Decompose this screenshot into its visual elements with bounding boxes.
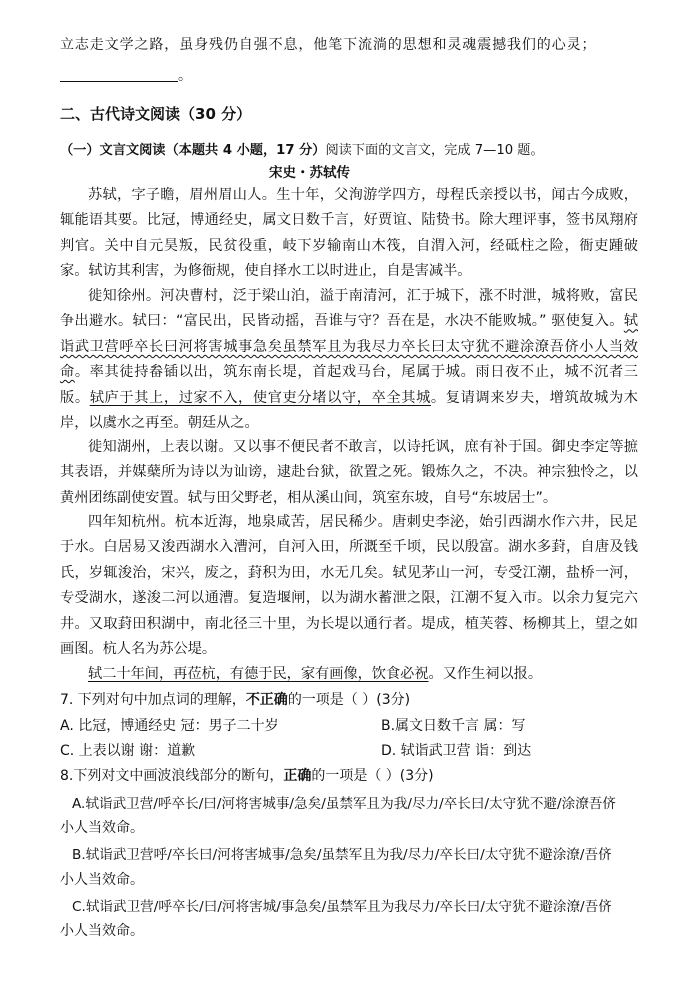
- passage-paragraph-3: 徙知湖州，上表以谢。又以事不便民者不敢言，以诗托讽，庶有补于国。御史李定等摭其表语，并媒蘖所为诗以为讪谤，逮赴台狱，欲置之死。锻炼久之，不决。神宗独怜之，以黄州团练副使安置。轼与田父野老，相从溪山间，筑室东坡，自号“东坡居士”。: [60, 439, 638, 506]
- q7-stem-bold: 不正确: [245, 692, 288, 708]
- q8-stem-tail: 的一项是（ ）(3分): [311, 768, 434, 784]
- q7-stem-tail: 的一项是（ ）(3分): [287, 692, 411, 708]
- p2-wavy-underline: 轼诣武卫营呼卒长曰河将害城事急矣虽禁军且为我尽力卒长曰太守犹不避涂潦吾侪小人当效命: [60, 313, 638, 381]
- q8-option-a-line1[interactable]: A.轼诣武卫营/呼卒长/曰/河将害城事/急矣/虽禁军且为我/尽力/卒长曰/太守犹不避/涂潦吾侪: [72, 796, 616, 812]
- p2-underline: 轼庐于其上，过家不入，使官吏分堵以守，卒全其城: [89, 389, 431, 406]
- intro-line-1: 立志走文学之路，虽身残仍自强不息，他笔下流淌的思想和灵魂震撼我们的心灵；: [60, 37, 597, 53]
- passage-paragraph-5: [60, 662, 638, 687]
- intro-line-2-tail: 。: [178, 68, 192, 84]
- q8-stem-bold: 正确: [283, 768, 312, 784]
- section-instruction: [60, 141, 544, 161]
- p5-underline: 轼二十年间，再莅杭，有德于民，家有画像，饮食必祝: [88, 666, 429, 682]
- p2-text-b: 。率其徒持畚锸以出，筑东南长堤，首起戏马台，尾属于城。雨日夜不止，城不沉者三版。: [60, 364, 638, 406]
- p5-text: 。又作生祠以报。: [428, 666, 543, 682]
- q7-option-c[interactable]: C. 上表以谢 谢：道歉: [60, 743, 196, 759]
- q8-option-a-line2: 小人当效命。: [60, 820, 144, 836]
- q8-option-b-line1[interactable]: B.轼诣武卫营呼/卒长曰/河将害城事/急矣/虽禁军且为我/尽力/卒长曰/太守犹不避涂潦/吾侪: [72, 847, 612, 863]
- q7-stem-a: 7. 下列对句中加点词的理解，: [60, 692, 246, 708]
- passage-paragraph-4: 四年知杭州。杭本近海，地泉咸苦，居民稀少。唐刺史李泌，始引西湖水作六井，民足于水。白居易又浚西湖水入漕河，自河入田，所溉至千顷，民以殷富。湖水多葑，自唐及钱氏，岁辄浚治，宋兴，废之，葑积为田，水无几矣。轼见茅山一河，专受江潮，盐桥一河，专受湖水，遂浚二河以通漕。复造堰闸，以为湖水蓄泄之限，江潮不复入市。以余力复完六井。又取葑田积湖中，南北径三十里，为长堤以通行者。堤成，植芙蓉、杨柳其上，望之如画图。杭人名为苏公堤。: [60, 514, 638, 658]
- intro-line-2: [60, 66, 192, 86]
- answer-blank[interactable]: [60, 67, 178, 82]
- q7-option-b[interactable]: B.属文日数千言 属：写: [381, 718, 526, 734]
- p2-text-c: 。复请调来岁夫，增筑故城为木岸，以虞水之再至。朝廷从之。: [60, 389, 638, 432]
- q7-option-a[interactable]: A. 比冠，博通经史 冠：男子二十岁: [60, 718, 279, 734]
- passage-paragraph-2: [60, 284, 638, 436]
- q8-option-c-line2: 小人当效命。: [60, 923, 144, 939]
- q8-option-b-line2: 小人当效命。: [60, 872, 144, 888]
- section-instruction-bold: （一）文言文阅读（本题共 4 小题，17 分）: [60, 143, 326, 158]
- q8-stem: [60, 766, 434, 786]
- passage-paragraph-1: 苏轼，字子瞻，眉州眉山人。生十年，父洵游学四方，母程氏亲授以书，闻古今成败，辄能语其要。比冠，博通经史，属文日数千言，好贾谊、陆贽书。除大理评事，签书凤翔府判官。关中自元昊叛，民贫役重，岐下岁输南山木筏，自渭入河，经砥柱之险，衙吏踵破家。轼访其利害，为修衙规，使自择水工以时进止，自是害减半。: [60, 187, 638, 280]
- q8-option-c-line1[interactable]: C.轼诣武卫营/呼卒长/曰/河将害城/事急矣/虽禁军且为我尽力/卒长曰/太守犹不避涂潦/吾侪: [72, 899, 612, 915]
- q7-option-d[interactable]: D. 轼诣武卫营 诣：到达: [381, 743, 532, 759]
- q8-stem-a: 8.下列对文中画波浪线部分的断句，: [60, 768, 284, 784]
- passage-title: 宋史・苏轼传: [269, 165, 350, 181]
- p2-text-a: 徙知徐州。河决曹村，泛于梁山泊，溢于南清河，汇于城下，涨不时泄，城将败，富民争出避水。轼曰：“富民出，民皆动摇，吾谁与守？吾在是，水决不能败城。” 驱使复入。: [60, 288, 638, 330]
- section-instruction-rest: 阅读下面的文言文，完成 7—10 题。: [325, 143, 544, 158]
- section-heading: 二、古代诗文阅读（30 分）: [60, 105, 252, 123]
- q7-stem: [60, 690, 410, 710]
